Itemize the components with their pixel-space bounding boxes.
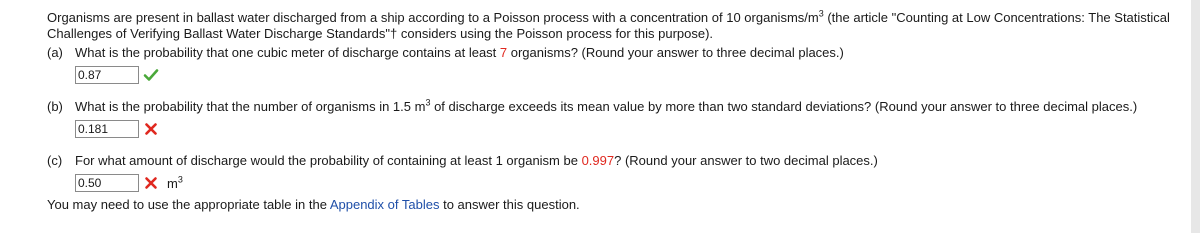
- part-a-highlight: 7: [499, 45, 508, 60]
- footer-text-2: to answer this question.: [439, 197, 580, 212]
- part-c-question: [47, 153, 878, 169]
- part-a-answer-input[interactable]: 0.87: [75, 66, 139, 84]
- x-icon: [143, 175, 159, 191]
- part-a-question: [47, 45, 844, 61]
- part-c-answer-input[interactable]: 0.50: [75, 174, 139, 192]
- part-a-text-2: organisms? (Round your answer to three decimal places.): [507, 45, 844, 60]
- part-b: [47, 99, 1137, 138]
- unit-sup: 3: [177, 174, 183, 185]
- part-b-answer-row: [75, 120, 1137, 138]
- part-b-label: (b): [47, 99, 63, 114]
- unit-base: m: [167, 175, 178, 191]
- part-c-text-2: ? (Round your answer to two decimal places.): [614, 153, 878, 168]
- part-a-answer-row: [75, 66, 844, 84]
- appendix-link[interactable]: Appendix of Tables: [329, 197, 440, 212]
- check-icon: [143, 67, 159, 83]
- part-c-highlight: 0.997: [581, 153, 615, 168]
- part-a-label: (a): [47, 45, 63, 60]
- part-a-text-1: What is the probability that one cubic meter of discharge contains at least: [75, 45, 500, 60]
- scroll-track[interactable]: [1191, 0, 1200, 233]
- part-b-text-2: of discharge exceeds its mean value by more than two standard deviations? (Round your answer to three decimal places.): [430, 99, 1138, 114]
- question-intro: [47, 10, 1182, 42]
- part-c-label: (c): [47, 153, 63, 168]
- intro-text-2: (the article "Counting at Low Concentrations: The Statistical Challenges of Verifying Ballast Water Discharge Standards"† considers using the Poisson process for this purpose).: [47, 10, 1170, 41]
- part-c-text-1: For what amount of discharge would the probability of containing at least 1 organism be: [75, 153, 582, 168]
- footer-note: [47, 197, 580, 213]
- part-b-sup: 3: [425, 97, 431, 108]
- part-b-answer-input[interactable]: 0.181: [75, 120, 139, 138]
- part-c-answer-row: [75, 174, 878, 192]
- intro-text-1: Organisms are present in ballast water discharged from a ship according to a Poisson process with a concentration of 10 organisms/m: [47, 10, 819, 25]
- part-a: [47, 45, 844, 84]
- question-container: [47, 10, 1182, 42]
- x-icon: [143, 121, 159, 137]
- part-c-unit: [167, 176, 183, 191]
- part-b-text-1: What is the probability that the number of organisms in 1.5 m: [75, 99, 426, 114]
- footer-text-1: You may need to use the appropriate table in the: [47, 197, 330, 212]
- intro-sup: 3: [818, 8, 824, 19]
- part-b-question: [47, 99, 1137, 115]
- part-c: [47, 153, 878, 192]
